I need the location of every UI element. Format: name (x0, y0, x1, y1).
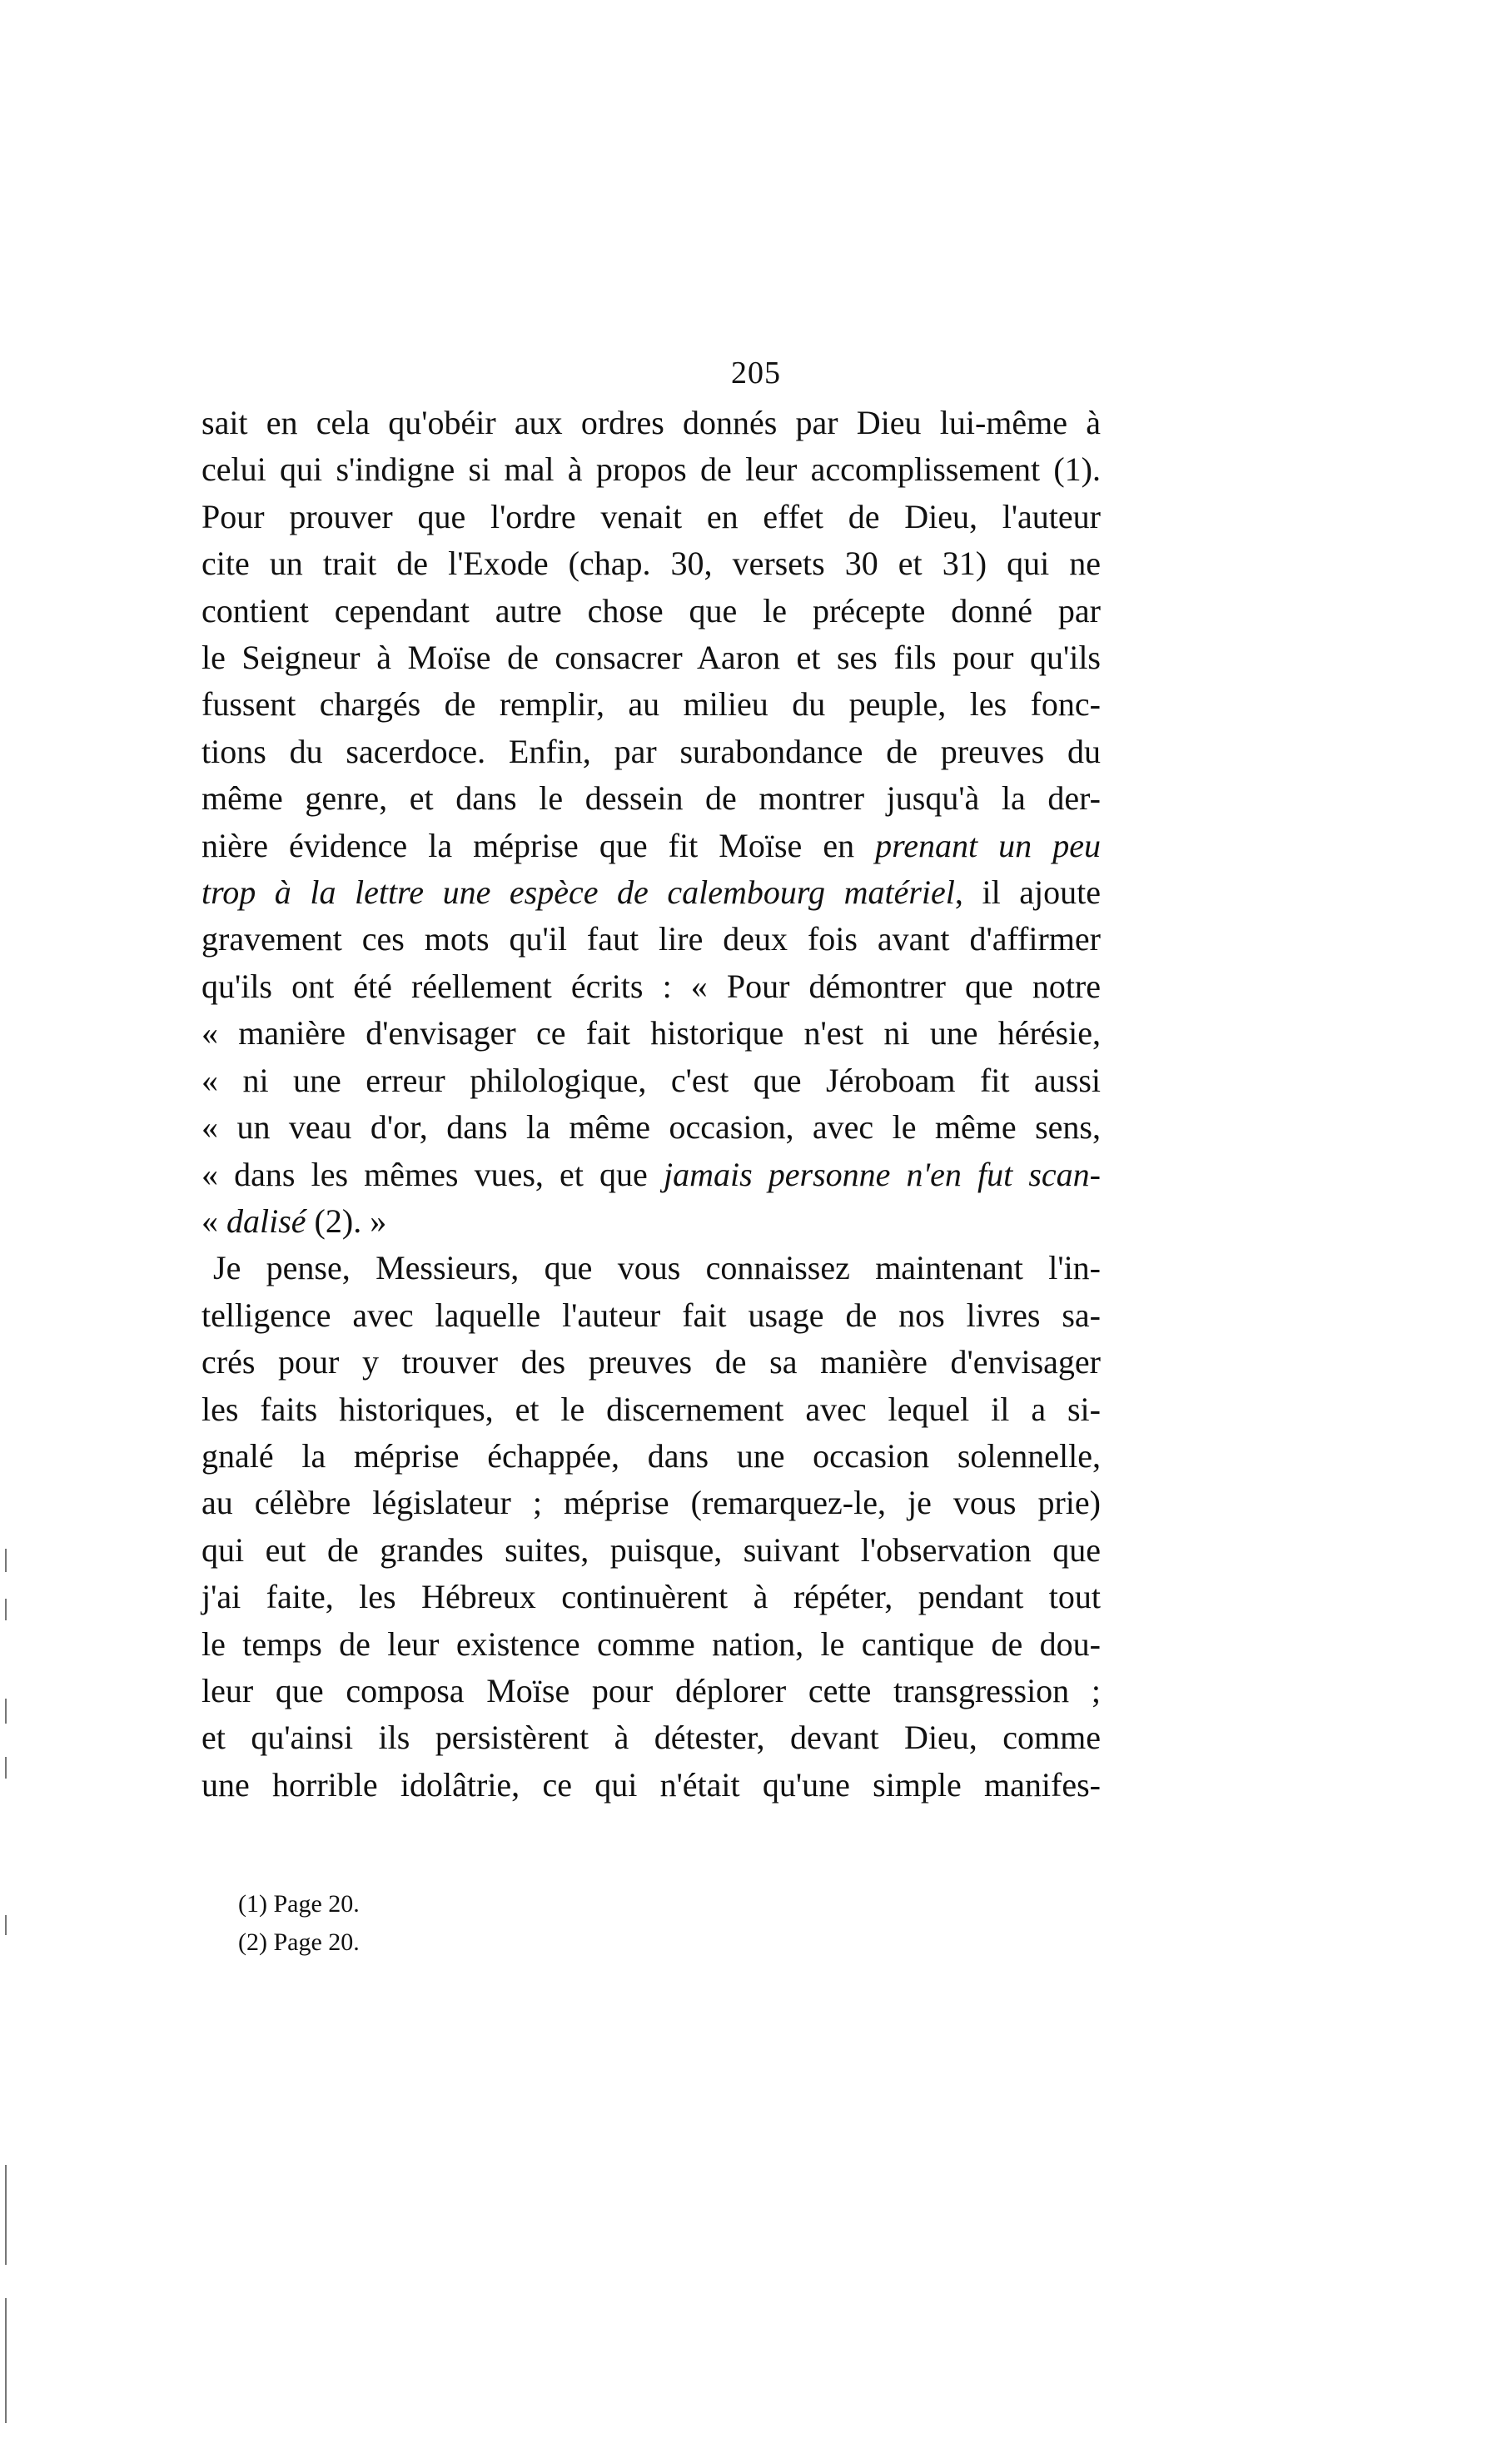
text-line: gnalé la méprise échappée, dans une occasion solennelle, (201, 1436, 1101, 1475)
text-line: au célèbre législateur ; méprise (remarquez-le, je vous prie) (201, 1484, 1101, 1522)
text-line: Pour prouver que l'ordre venait en effet de Dieu, l'auteur (201, 497, 1101, 535)
text-line: « dalisé (2). » (201, 1202, 387, 1240)
text-line: telligence avec laquelle l'auteur fait usage de nos livres sa- (201, 1296, 1101, 1334)
text-line: même genre, et dans le dessein de montrer jusqu'à la der- (201, 779, 1101, 818)
text-line: « ni une erreur philologique, c'est que Jéroboam fit aussi (201, 1061, 1101, 1099)
text-line: sait en cela qu'obéir aux ordres donnés par Dieu lui-même à (201, 404, 1101, 441)
body-text (201, 400, 1101, 1809)
scan-edge-mark (5, 1915, 7, 1935)
text-line: nière évidence la méprise que fit Moïse en prenant un peu (201, 826, 1101, 864)
footnote: (1) Page 20. (238, 1890, 360, 1918)
text-line: trop à la lettre une espèce de calembourg matériel, il ajoute (201, 873, 1101, 912)
footnotes (238, 1885, 360, 1962)
text-line: « manière d'envisager ce fait historique n'est ni une hérésie, (201, 1014, 1101, 1052)
scan-edge-mark (5, 1549, 7, 1572)
text-line: celui qui s'indigne si mal à propos de leur accomplissement (1). (201, 450, 1101, 489)
text-line: tions du sacerdoce. Enfin, par surabondance de preuves du (201, 732, 1101, 770)
text-line: gravement ces mots qu'il faut lire deux fois avant d'affirmer (201, 920, 1101, 958)
text-line: et qu'ainsi ils persistèrent à détester, devant Dieu, comme (201, 1719, 1101, 1757)
text-line: qu'ils ont été réellement écrits : « Pour démontrer que notre (201, 967, 1101, 1005)
text-line: leur que composa Moïse pour déplorer cette transgression ; (201, 1671, 1101, 1709)
text-line: le Seigneur à Moïse de consacrer Aaron et ses fils pour qu'ils (201, 639, 1101, 677)
footnote: (2) Page 20. (238, 1928, 360, 1956)
scan-edge-mark (5, 2165, 7, 2265)
text-line: « un veau d'or, dans la même occasion, avec le même sens, (201, 1108, 1101, 1147)
text-line: j'ai faite, les Hébreux continuèrent à répéter, pendant tout (201, 1578, 1101, 1616)
text-line: fussent chargés de remplir, au milieu du peuple, les fonc- (201, 685, 1101, 724)
scan-edge-mark (5, 1699, 7, 1724)
text-line: contient cependant autre chose que le précepte donné par (201, 591, 1101, 629)
text-line: crés pour y trouver des preuves de sa manière d'envisager (201, 1343, 1101, 1381)
text-line: cite un trait de l'Exode (chap. 30, versets 30 et 31) qui ne (201, 545, 1101, 583)
scan-edge-mark (5, 2298, 7, 2423)
text-line: « dans les mêmes vues, et que jamais personne n'en fut scan- (201, 1155, 1101, 1193)
text-line: Je pense, Messieurs, que vous connaissez maintenant l'in- (213, 1249, 1101, 1287)
page-number: 205 (731, 356, 781, 391)
scan-edge-mark (5, 1757, 7, 1779)
text-line: le temps de leur existence comme nation, le cantique de dou- (201, 1625, 1101, 1663)
text-line: qui eut de grandes suites, puisque, suivant l'observation que (201, 1530, 1101, 1569)
text-line: les faits historiques, et le discernement avec lequel il a si- (201, 1390, 1101, 1428)
scan-edge-mark (5, 1599, 7, 1620)
text-line: une horrible idolâtrie, ce qui n'était qu'une simple manifes- (201, 1765, 1101, 1804)
